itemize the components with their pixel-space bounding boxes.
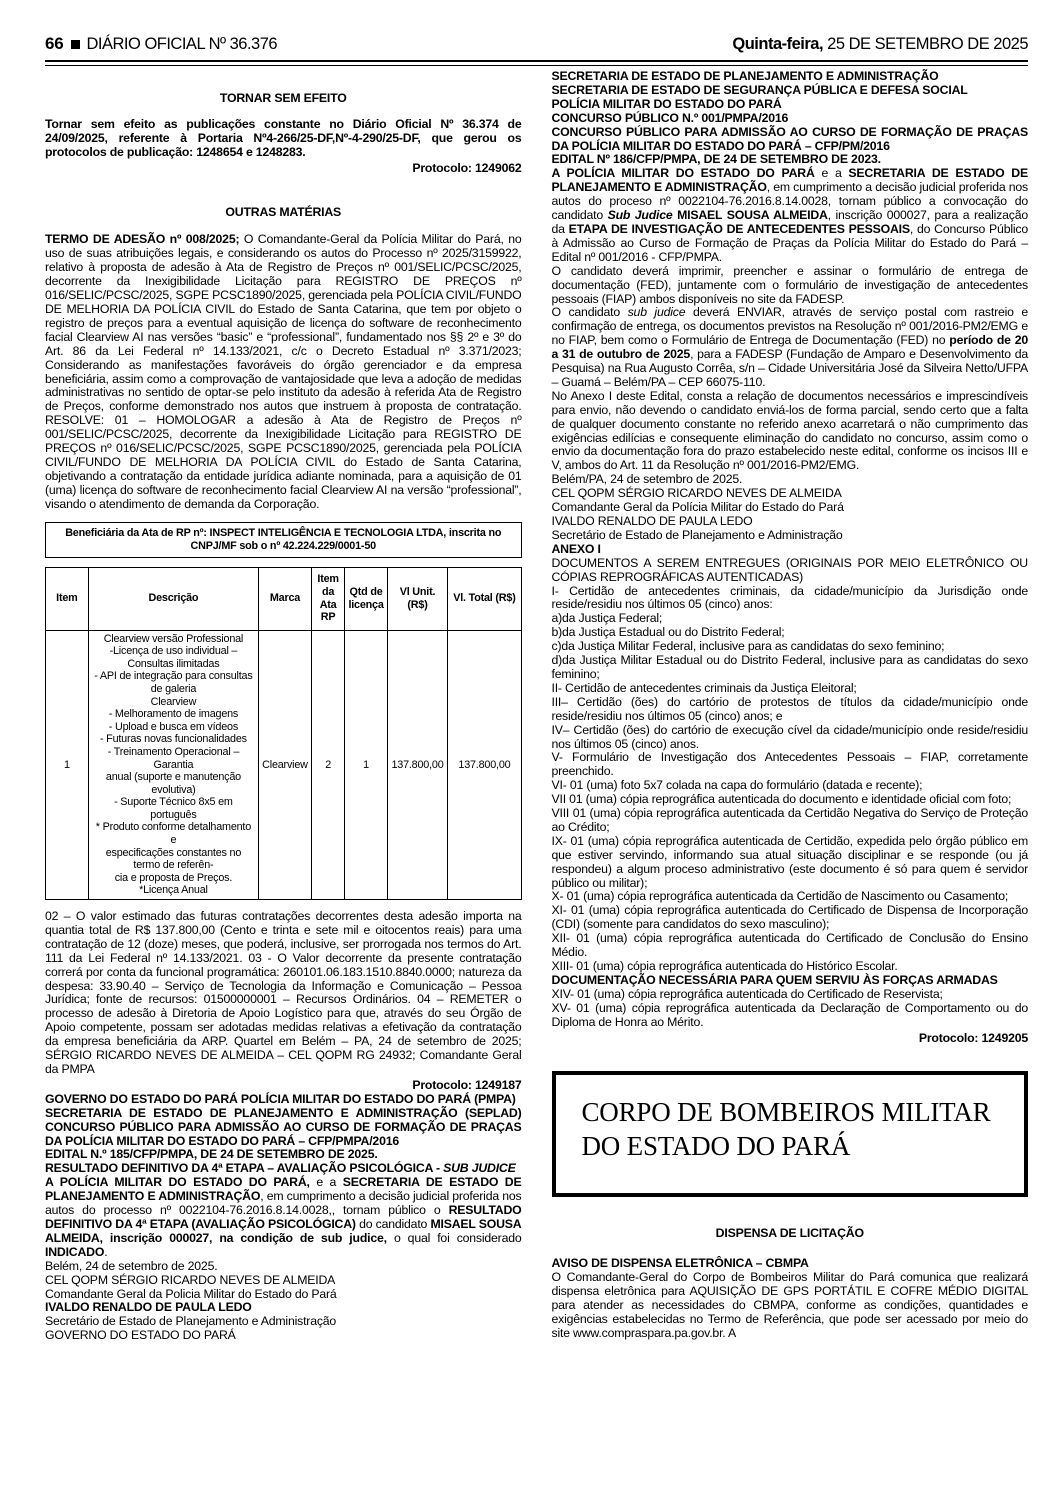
tornar-paragraph: Tornar sem efeito as publicações constante no Diário Oficial Nº 36.374 de 24/09/2025, referente à Portaria Nº4-266/25-DF,Nº-4-290/25-DF, que gerou os protocolos de publicação: 1248654 e 1248283.: [45, 116, 522, 159]
list-item: XII- 01 (uma) cópia reprográfica autenticada do Certificado de Conclusão do Ensino Médio.: [551, 931, 1028, 960]
text-line: - Futuras novas funcionalidades: [99, 733, 247, 746]
section-title-outras: OUTRAS MATÉRIAS: [225, 204, 342, 219]
protocol-1249062: Protocolo: 1249062: [412, 160, 522, 175]
text-line: especificações constantes no termo de referên-: [105, 846, 242, 872]
list-item: SECRETARIA DE ESTADO DE SEGURANÇA PÚBLICA E DEFESA SOCIAL: [551, 82, 968, 97]
text-segment: A POLÍCIA MILITAR DO ESTADO DO PARÁ: [551, 166, 815, 181]
list-item: V- Formulário de Investigação dos Antecedentes Pessoais – FIAP, corretamente preenchido.: [551, 750, 1028, 779]
text-segment: Sub Judice: [607, 208, 673, 223]
list-item: IV– Certidão (ões) do cartório de execução cível da cidade/município onde reside/residiu nos últimos 05 (cinco) anos.: [551, 722, 1028, 751]
header-left: [45, 34, 277, 54]
col-marca: Marca: [259, 567, 312, 630]
text-line: - Treinamento Operacional – Garantia: [107, 745, 240, 771]
text-segment: deverá ENVIAR, através de serviço postal com rastreio e confirmação de entrega, os documentos previstos na Resolução nº 001/2016-PM2/EMG e no FIAP, bem como o Formulário de Entrega de Documentação (FED) no: [551, 305, 1029, 348]
gov-headers-block: [45, 1093, 522, 1163]
text-segment: , para a FADESP (Fundação de Amparo e Desenvolvimento da Pesquisa) na Rua Augusto Corrêa, s/n – Cidade Universitária José da Silveira Netto/UFPA – Guamá – Belém/PA – CEP 66075-110.: [551, 347, 1028, 389]
list-item: SECRETARIA DE ESTADO DE PLANEJAMENTO E ADMINISTRAÇÃO (SEPLAD) CONCURSO PÚBLICO PARA ADMISSÃO AO CURSO DE FORMAÇÃO DE PRAÇAS DA POLÍCIA MILITAR DO ESTADO DO PARÁ – CFP/PMPA/2016: [45, 1105, 522, 1148]
page-number: 66: [45, 34, 64, 53]
issue-weekday: Quinta-feira,: [732, 35, 824, 53]
text-line: DO ESTADO DO PARÁ: [581, 1131, 851, 1162]
text-segment: A POLÍCIA MILITAR DO ESTADO DO PARÁ,: [45, 1175, 310, 1190]
signature-date: Belém, 24 de setembro de 2025.: [45, 1258, 218, 1273]
document-items-list-2: [552, 988, 1029, 1030]
list-item: EDITAL N.º 185/CFP/PMPA, DE 24 DE SETEMBRO DE 2025.: [45, 1147, 378, 1162]
text-line: - Melhoramento de imagens: [108, 708, 239, 721]
convocacao-paragraph: [552, 167, 1029, 264]
price-table: [45, 567, 522, 900]
list-item: Secretário de Estado de Planejamento e Administração: [551, 527, 843, 542]
list-item: Comandante Geral da Polícia Militar do Estado do Pará: [551, 500, 844, 515]
text-segment: ETAPA DE INVESTIGAÇÃO DE ANTECEDENTES PESSOAIS: [568, 221, 910, 236]
dispensa-title: DISPENSA DE LICITAÇÃO: [715, 1226, 864, 1241]
section-title-tornar: TORNAR SEM EFEITO: [219, 91, 347, 105]
list-item: VI- 01 (uma) foto 5x7 colada na capa do formulário (datada e recente);: [551, 778, 923, 793]
protocol-1249205: Protocolo: 1249205: [918, 1030, 1028, 1045]
anexo-note-paragraph: No Anexo I deste Edital, consta a relação de documentos necessários e imprescindíveis para envio, não devendo o candidato enviá-los de forma parcial, sendo certo que a falta de qualquer documento constante no referido anexo acarretará o não cumprimento das exigências edilícias e consequente eliminação do candidato no concurso, assim como o envio da documentação fora do prazo estabelecido neste edital, conforme os incisos III e V, ambos do Art. 11 da Resolução nº 001/2016-PM2/EMG.: [551, 388, 1028, 473]
issue-date: [732, 34, 1028, 54]
list-item: XI- 01 (uma) cópia reprográfica autenticada do Certificado de Dispensa de Incorporação (CDI) (somente para candidatos do sexo masculino);: [551, 903, 1028, 932]
enviar-paragraph: [552, 306, 1029, 389]
text-line: Clearview versão Professional: [103, 632, 244, 645]
list-item: IX- 01 (uma) cópia reprográfica autenticada de Certidão, expedida pelo órgão público em que estiver servindo, informando sua atual situação disciplinar e se responde (ou já respondeu) a algum proceso administrativo (este documento é só para quem é servidor público ou militar);: [551, 833, 1028, 890]
list-item: XIV- 01 (uma) cópia reprográfica autenticada do Certificado de Reservista;: [551, 986, 943, 1001]
cell-item-ata: 2: [311, 630, 345, 899]
text-line: - API de integração para consultas de galeria: [94, 670, 253, 695]
list-item: II- Certidão de antecedentes criminais da Justiça Eleitoral;: [551, 680, 857, 695]
text-line: Clearview: [150, 695, 197, 708]
list-item: a)da Justiça Federal;: [551, 611, 663, 626]
page-header: [45, 0, 1028, 54]
list-item: CONCURSO PÚBLICO N.º 001/PMPA/2016: [551, 110, 789, 125]
valor-paragraph: 02 – O valor estimado das futuras contratações decorrentes desta adesão importa na quantia total de R$ 137.800,00 (Cento e trinta e sete mil e oitocentos reais) para uma contratação de 12 (doze) meses, que poderá, inclusive, ser prorrogada nos termos do Art. 111 da Lei Federal nº 14.133/2021. 03 - O Valor decorrente da presente contratação correrá por conta da funcional programática: 260101.06.183.1510.8840.0000; natureza da despesa: 33.90.40 – Serviço de Tecnologia da Informação e Comunicação – Pessoa Jurídica; fonte de recursos: 01500000001 – Recursos Ordinários. 04 – REMETER o processo de adesão à Diretoria de Apoio Logístico para que, através do seu Órgão de Apoio competente, possam ser adotadas medidas relativas a efetivação da contratação da empresa beneficiária da ARP. Quartel em Belém – PA, 24 de setembro de 2025; SÉRGIO RICARDO NEVES DE ALMEIDA – CEL QOPM RG 24932; Comandante Geral da PMPA: [45, 909, 522, 1076]
text-line: * Produto conforme detalhamento e: [95, 821, 252, 847]
list-item: POLÍCIA MILITAR DO ESTADO DO PARÁ: [551, 96, 782, 111]
right-signature-block: [552, 473, 1029, 543]
text-segment: , em cumprimento a decisão judicial proferida nos autos do processo nº 0022104-76.2016.8.14.0028,, tornam público o: [45, 1189, 522, 1218]
text-segment: TERMO DE ADESÃO nº 008/2025;: [45, 232, 240, 247]
fed-paragraph: O candidato deverá imprimir, preencher e assinar o formulário de entrega de documentação (FED), juntamente com o formulário de investigação de antecedentes pessoais (FIAP) ambos disponíveis no site da FADESP.: [551, 263, 1028, 306]
list-item: Belém/PA, 24 de setembro de 2025.: [551, 472, 743, 487]
text-line: anual (suporte e manutenção evolutiva): [105, 771, 241, 796]
list-item: c)da Justiça Militar Federal, inclusive para as candidatas do sexo feminino;: [551, 639, 945, 654]
aviso-title: AVISO DE DISPENSA ELETRÔNICA – CBMPA: [551, 1256, 809, 1271]
list-item: b)da Justiça Estadual ou do Distrito Federal;: [551, 625, 785, 640]
text-line: cia e proposta de Preços.: [114, 871, 233, 884]
text-segment: RESULTADO DEFINITIVO DA 4ª ETAPA (AVALIAÇÃO PSICOLÓGICA): [45, 1203, 522, 1231]
list-item: I- Certidão de antecedentes criminais, da cidade/município da Jurisdição onde reside/residiu nos últimos 05 (cinco) anos:: [551, 583, 1028, 612]
text-segment: , em cumprimento a decisão judicial proferida nos autos do proceso nº 0022104-76.2016.8.14.0028, tornam público a convocação do candidato: [551, 180, 1028, 223]
list-item: III– Certidão (ões) do cartório de protestos de títulos da cidade/município onde reside/residiu nos últimos 05 (cinco) anos; e: [551, 694, 1028, 723]
list-item: VIII 01 (uma) cópia reprográfica autenticada da Certidão Negativa do Serviço de Proteção ao Crédito;: [551, 806, 1028, 834]
col-vl-unit: Vl Unit. (R$): [387, 567, 448, 630]
cell-vl-total: 137.800,00: [448, 630, 521, 899]
left-column: [45, 70, 522, 1343]
docs-intro: DOCUMENTOS A SEREM ENTREGUES (ORIGINAIS POR MEIO ELETRÔNICO OU CÓPIAS REPROGRÁFICAS AUTENTICADAS): [551, 555, 1028, 584]
text-segment: O candidato: [551, 305, 628, 320]
signature-gov: GOVERNO DO ESTADO DO PARÁ: [45, 1328, 236, 1343]
document-items-list: [552, 585, 1029, 974]
text-line: *Licença Anual: [139, 884, 208, 897]
text-segment: O Comandante-Geral da Polícia Militar do Pará, no uso de suas atribuições legais, e considerando os autos do Processo nº 2025/3159922, relativo à proposta de adesão à Ata de Registro de Preços nº 001/SELIC/PCSC/2025, decorrente da Inexigibilidade Licitação para REGISTRO DE PREÇOS nº 016/SELIC/PCSC/2025, SGPE PCSC1890/2025, gerenciada pela POLÍCIA CIVIL/FUNDO DE MELHORIA DA POLÍCIA CIVIL do Estado de Santa Catarina, que tem por objeto o registro de preços para a eventual aquisição de licença do software de reconhecimento facial Clearview AI nas versões “basic” e “professional”, fundamentado nos §§ 2º e 3º do Art. 86 da Lei Federal nº 14.133/2021, c/c o Decreto Estadual nº 3.371/2023; Considerando as manifestações favoráveis do órgão gerenciador e da empresa beneficiária, assim como a comprovação de vantajosidade que leva a adoção de medidas administrativas no sentido de optar-se pelo instituto da adesão à referida Ata de Registro de Preços, conforme demonstrado nos autos que instruem à proposta de contratação. RESOLVE: 01 – HOMOLOGAR a adesão à Ata de Registro de Preços nº 001/SELIC/PCSC/2025, decorrente da Inexigibilidade Licitação para REGISTRO DE PREÇOS nº 016/SELIC/PCSC/2025, SGPE PCSC1890/2025, gerenciada pela POLÍCIA CIVIL/FUNDO DE MELHORIA DA POLÍCIA CIVIL do Estado de Santa Catarina, objetivando a contratação da entidade jurídica adiante nominada, para a aquisição de 01 (uma) licença do software de reconhecimento facial Clearview AI na versão “professional”, visando o atendimento de demanda da Corporação.: [45, 232, 522, 511]
termo-adesao-paragraph: [45, 233, 522, 511]
list-item: EDITAL Nº 186/CFP/PMPA, DE 24 DE SETEMBRO DE 2023.: [551, 152, 881, 167]
bombeiros-box: [552, 1071, 1029, 1197]
signature-role-2: Secretário de Estado de Planejamento e Administração: [45, 1314, 337, 1329]
list-item: IVALDO RENALDO DE PAULA LEDO: [551, 514, 753, 528]
list-item: SECRETARIA DE ESTADO DE PLANEJAMENTO E ADMINISTRAÇÃO: [551, 69, 939, 83]
text-segment: SECRETARIA DE ESTADO DE PLANEJAMENTO E ADMINISTRAÇÃO: [45, 1175, 522, 1204]
list-item: XV- 01 (uma) cópia reprográfica autenticada da Declaração de Comportamento ou do Diploma de Honra ao Mérito.: [551, 1000, 1028, 1029]
text-line: CORPO DE BOMBEIROS MILITAR: [581, 1097, 991, 1128]
text-segment: do candidato: [355, 1216, 431, 1231]
text-segment: período de 20 a 31 de outubro de 2025: [551, 333, 1028, 362]
cell-item: 1: [46, 630, 89, 899]
col-descricao: Descrição: [88, 567, 258, 630]
concurso-headers-block: [552, 70, 1029, 167]
text-segment: SECRETARIA DE ESTADO DE PLANEJAMENTO E ADMINISTRAÇÃO: [551, 166, 1028, 195]
edital-body-paragraph: [45, 1176, 522, 1259]
text-segment: , do Concurso Público à Admissão ao Curso de Formação de Praças da Polícia Militar do Estado do Pará – Edital nº 001/2016 - CFP/PMPA.: [551, 221, 1028, 264]
text-segment: RESULTADO DEFINITIVO DA 4ª ETAPA – AVALIAÇÃO PSICOLÓGICA -: [45, 1161, 444, 1176]
list-item: XIII- 01 (uma) cópia reprográfica autenticada do Histórico Escolar.: [551, 959, 898, 973]
text-line: -Licença de uso individual – Consultas ilimitadas: [109, 645, 238, 670]
col-qtd: Qtd de licença: [345, 567, 387, 630]
signature-role-1: Comandante Geral da Policia Militar do Estado do Pará: [45, 1286, 337, 1301]
cell-vl-unit: 137.800,00: [387, 630, 448, 899]
header-divider: [45, 60, 1028, 66]
journal-title: DIÁRIO OFICIAL Nº 36.376: [86, 35, 278, 53]
list-item: CEL QOPM SÉRGIO RICARDO NEVES DE ALMEIDA: [551, 486, 842, 501]
signature-name-1: CEL QOPM SÉRGIO RICARDO NEVES DE ALMEIDA: [45, 1272, 336, 1287]
col-vl-total: Vl. Total (R$): [448, 567, 521, 630]
text-segment: .: [104, 1244, 108, 1259]
list-item: X- 01 (uma) cópia reprográfica autenticada da Certidão de Nascimento ou Casamento;: [551, 889, 1009, 904]
text-segment: e a: [814, 166, 849, 181]
text-segment: SUB JUDICE: [443, 1161, 516, 1176]
list-item: d)da Justiça Militar Estadual ou do Distrito Federal, inclusive para as candidatas do sexo feminino;: [551, 653, 1028, 681]
right-column: [552, 70, 1029, 1343]
text-segment: sub judice: [627, 305, 686, 320]
signature-name-2: IVALDO RENALDO DE PAULA LEDO: [45, 1300, 252, 1315]
text-segment: o qual foi considerado: [386, 1230, 522, 1245]
columns: [45, 70, 1028, 1343]
protocol-1249187: Protocolo: 1249187: [412, 1077, 522, 1092]
cell-marca: Clearview: [259, 630, 312, 899]
text-segment: MISAEL SOUSA ALMEIDA: [677, 208, 828, 223]
aviso-body-paragraph: O Comandante-Geral do Corpo de Bombeiros Militar do Pará comunica que realizará dispensa eletrônica para AQUISIÇÃO DE GPS PORTÁTIL E COFRE MÉDIO DIGITAL para atender as necessidades do CBMPA, conforme as condições, quantidades e exigências estabelecidas no Termo de Referência, que pode ser acessado por meio do site www.compraspara.pa.gov.br. A: [551, 1270, 1028, 1340]
cell-qtd: 1: [345, 630, 387, 899]
issue-date-text: 25 DE SETEMBRO DE 2025: [823, 35, 1028, 53]
text-line: - Upload e busca em vídeos: [108, 720, 239, 733]
table-row: [46, 630, 522, 899]
list-item: GOVERNO DO ESTADO DO PARÁ POLÍCIA MILITAR DO ESTADO DO PARÁ (PMPA): [45, 1091, 516, 1106]
text-segment: , inscrição 000027, para a realização da: [551, 208, 1028, 236]
text-segment: e a: [309, 1175, 343, 1190]
col-item: Item: [46, 567, 89, 630]
square-bullet-icon: [71, 40, 80, 49]
forcas-armadas-title: DOCUMENTAÇÃO NECESSÁRIA PARA QUEM SERVIU ÀS FORÇAS ARMADAS: [551, 972, 998, 987]
list-item: CONCURSO PÚBLICO PARA ADMISSÃO AO CURSO DE FORMAÇÃO DE PRAÇAS DA POLÍCIA MILITAR DO ESTADO DO PARÁ – CFP/PM/2016: [551, 124, 1028, 153]
text-segment: MISAEL SOUSA ALMEIDA, inscrição 000027, na condição de sub judice,: [45, 1216, 522, 1245]
text-segment: INDICADO: [45, 1244, 105, 1259]
text-line: - Suporte Técnico 8x5 em português: [114, 796, 233, 821]
anexo-title: ANEXO I: [551, 541, 601, 556]
table-header-row: [46, 567, 522, 630]
table-caption-box: Beneficiária da Ata de RP nº: INSPECT INTELIGÊNCIA E TECNOLOGIA LTDA, inscrita no CNPJ/MF sob o nº 42.224.229/0001-50: [45, 522, 522, 558]
cell-descricao: [88, 630, 258, 899]
list-item: VII 01 (uma) cópia reprográfica autenticada do documento e identidade oficial com foto;: [551, 792, 1012, 807]
col-item-ata: Item da Ata RP: [311, 567, 345, 630]
